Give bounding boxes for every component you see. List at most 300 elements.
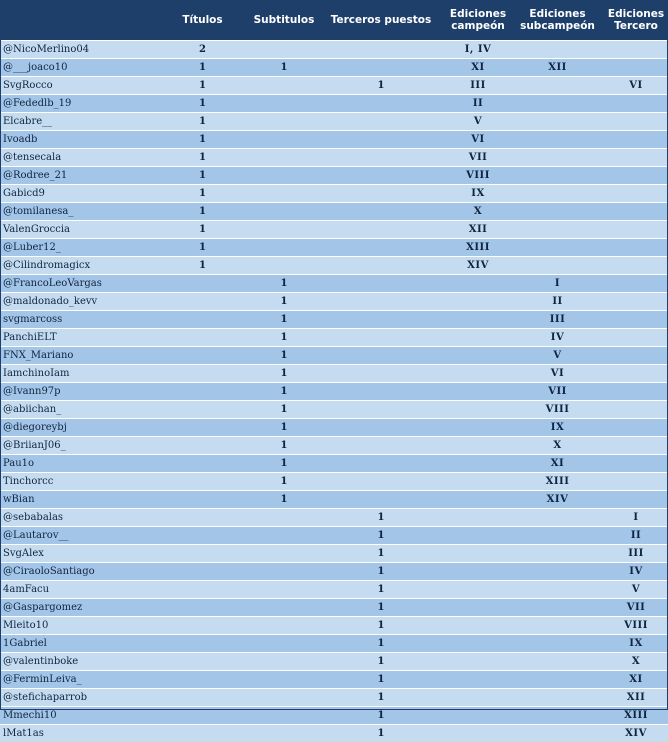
cell-titulos [154,508,251,526]
cell-player-name: @Gaspargomez [0,598,154,616]
cell-ediciones-tercero [604,310,668,328]
cell-subtitulos: 1 [251,364,317,382]
cell-subtitulos [251,238,317,256]
cell-subtitulos [251,94,317,112]
cell-titulos: 1 [154,94,251,112]
cell-terceros-puestos [317,58,445,76]
cell-terceros-puestos [317,382,445,400]
cell-ediciones-campeon: I, IV [445,40,511,58]
cell-player-name: @tomilanesa_ [0,202,154,220]
cell-ediciones-campeon [445,616,511,634]
cell-ediciones-tercero [604,364,668,382]
table-row [0,40,668,58]
cell-ediciones-subcampeon [511,562,604,580]
cell-ediciones-subcampeon [511,76,604,94]
cell-player-name: @BriianJ06_ [0,436,154,454]
cell-terceros-puestos [317,436,445,454]
table-row [0,76,668,94]
cell-ediciones-tercero [604,58,668,76]
cell-ediciones-tercero: III [604,544,668,562]
cell-ediciones-subcampeon [511,238,604,256]
cell-titulos [154,472,251,490]
cell-terceros-puestos [317,328,445,346]
cell-terceros-puestos [317,292,445,310]
cell-player-name: ValenGroccia [0,220,154,238]
cell-ediciones-tercero [604,472,668,490]
cell-ediciones-subcampeon [511,688,604,706]
cell-ediciones-campeon [445,436,511,454]
cell-subtitulos: 1 [251,382,317,400]
cell-ediciones-campeon: X [445,202,511,220]
cell-ediciones-subcampeon [511,652,604,670]
table-row [0,616,668,634]
cell-subtitulos [251,688,317,706]
cell-ediciones-tercero [604,490,668,508]
cell-ediciones-tercero [604,256,668,274]
cell-ediciones-subcampeon [511,112,604,130]
table-row [0,634,668,652]
cell-ediciones-subcampeon [511,256,604,274]
cell-titulos [154,652,251,670]
cell-ediciones-subcampeon: XI [511,454,604,472]
cell-player-name: @Cilindromagicx [0,256,154,274]
cell-titulos [154,364,251,382]
cell-player-name: Elcabre__ [0,112,154,130]
table-row [0,418,668,436]
cell-subtitulos: 1 [251,454,317,472]
cell-subtitulos [251,544,317,562]
cell-subtitulos [251,526,317,544]
cell-ediciones-tercero: VI [604,76,668,94]
cell-subtitulos [251,634,317,652]
cell-ediciones-tercero [604,274,668,292]
cell-ediciones-campeon [445,364,511,382]
table-row [0,364,668,382]
cell-ediciones-campeon: VII [445,148,511,166]
cell-ediciones-subcampeon [511,670,604,688]
table-row [0,382,668,400]
cell-titulos [154,598,251,616]
cell-terceros-puestos: 1 [317,688,445,706]
cell-player-name: PanchiELT [0,328,154,346]
cell-titulos [154,274,251,292]
cell-subtitulos [251,508,317,526]
cell-ediciones-campeon [445,598,511,616]
cell-subtitulos: 1 [251,400,317,418]
cell-titulos: 1 [154,220,251,238]
cell-player-name: @stefichaparrob [0,688,154,706]
cell-subtitulos [251,184,317,202]
cell-player-name: Tinchorcc [0,472,154,490]
cell-terceros-puestos: 1 [317,76,445,94]
cell-subtitulos: 1 [251,274,317,292]
cell-player-name: IamchinoIam [0,364,154,382]
cell-titulos: 1 [154,184,251,202]
cell-titulos: 2 [154,40,251,58]
cell-ediciones-campeon: XIV [445,256,511,274]
cell-player-name: @sebabalas [0,508,154,526]
cell-ediciones-tercero: IX [604,634,668,652]
cell-subtitulos: 1 [251,58,317,76]
column-header-terceros-puestos: Terceros puestos [317,0,445,40]
cell-subtitulos [251,202,317,220]
cell-titulos [154,634,251,652]
cell-player-name: @Rodree_21 [0,166,154,184]
cell-titulos: 1 [154,238,251,256]
cell-subtitulos: 1 [251,292,317,310]
cell-subtitulos: 1 [251,328,317,346]
table-row [0,544,668,562]
cell-titulos [154,346,251,364]
cell-subtitulos [251,724,317,742]
cell-ediciones-subcampeon: I [511,274,604,292]
cell-player-name: @valentinboke [0,652,154,670]
cell-subtitulos [251,562,317,580]
cell-terceros-puestos [317,472,445,490]
cell-titulos [154,580,251,598]
cell-player-name: Pau1o [0,454,154,472]
cell-player-name: @diegoreybj [0,418,154,436]
cell-player-name: @abiichan_ [0,400,154,418]
table-row [0,436,668,454]
column-header-titulos: Títulos [154,0,251,40]
cell-ediciones-tercero [604,94,668,112]
cell-terceros-puestos: 1 [317,526,445,544]
table-row [0,580,668,598]
cell-ediciones-subcampeon [511,508,604,526]
cell-ediciones-tercero [604,112,668,130]
cell-titulos: 1 [154,256,251,274]
table-row [0,256,668,274]
cell-ediciones-tercero [604,418,668,436]
cell-ediciones-campeon: IX [445,184,511,202]
cell-ediciones-campeon [445,508,511,526]
cell-terceros-puestos: 1 [317,580,445,598]
table-row [0,598,668,616]
cell-ediciones-campeon [445,526,511,544]
cell-terceros-puestos [317,148,445,166]
cell-ediciones-tercero [604,166,668,184]
cell-ediciones-tercero: IV [604,562,668,580]
cell-ediciones-subcampeon: IX [511,418,604,436]
cell-ediciones-campeon: III [445,76,511,94]
cell-terceros-puestos [317,202,445,220]
cell-ediciones-campeon [445,706,511,724]
cell-titulos [154,562,251,580]
cell-ediciones-campeon: VI [445,130,511,148]
cell-terceros-puestos [317,220,445,238]
table-row [0,688,668,706]
cell-player-name: Gabicd9 [0,184,154,202]
cell-terceros-puestos [317,274,445,292]
cell-terceros-puestos [317,364,445,382]
cell-ediciones-tercero [604,346,668,364]
cell-ediciones-subcampeon [511,706,604,724]
table-row [0,220,668,238]
cell-titulos [154,382,251,400]
cell-titulos [154,688,251,706]
cell-ediciones-subcampeon: IV [511,328,604,346]
column-header-subtitulos: Subtitulos [251,0,317,40]
cell-terceros-puestos [317,130,445,148]
cell-ediciones-subcampeon [511,616,604,634]
cell-terceros-puestos [317,400,445,418]
cell-ediciones-tercero: VII [604,598,668,616]
table-row [0,310,668,328]
cell-ediciones-tercero [604,382,668,400]
table-row [0,328,668,346]
cell-ediciones-tercero: XI [604,670,668,688]
cell-ediciones-tercero [604,184,668,202]
cell-ediciones-tercero: XIII [604,706,668,724]
cell-player-name: @CiraoloSantiago [0,562,154,580]
cell-ediciones-subcampeon [511,580,604,598]
cell-ediciones-subcampeon: XIII [511,472,604,490]
table-row [0,130,668,148]
cell-player-name: wBian [0,490,154,508]
cell-ediciones-subcampeon [511,40,604,58]
cell-terceros-puestos [317,184,445,202]
cell-ediciones-tercero: X [604,652,668,670]
cell-terceros-puestos: 1 [317,634,445,652]
cell-terceros-puestos: 1 [317,706,445,724]
cell-titulos [154,418,251,436]
cell-ediciones-campeon [445,544,511,562]
cell-ediciones-subcampeon: XII [511,58,604,76]
cell-ediciones-campeon [445,328,511,346]
cell-player-name: @maldonado_kevv [0,292,154,310]
cell-ediciones-tercero: VIII [604,616,668,634]
cell-subtitulos [251,670,317,688]
cell-ediciones-subcampeon [511,544,604,562]
cell-titulos [154,526,251,544]
table-row [0,652,668,670]
table-row [0,562,668,580]
table-row [0,346,668,364]
table-row [0,526,668,544]
cell-subtitulos [251,40,317,58]
cell-subtitulos [251,76,317,94]
cell-player-name: @FerminLeiva_ [0,670,154,688]
cell-terceros-puestos [317,40,445,58]
column-header-ediciones-campeon: Ediciones campeón [445,0,511,40]
cell-terceros-puestos: 1 [317,616,445,634]
cell-player-name: @FrancoLeoVargas [0,274,154,292]
cell-ediciones-tercero [604,400,668,418]
cell-player-name: @NicoMerlino04 [0,40,154,58]
cell-ediciones-subcampeon: VII [511,382,604,400]
cell-ediciones-tercero [604,148,668,166]
cell-terceros-puestos [317,490,445,508]
cell-ediciones-subcampeon [511,148,604,166]
cell-ediciones-subcampeon [511,130,604,148]
cell-titulos [154,454,251,472]
cell-ediciones-campeon [445,634,511,652]
cell-titulos [154,490,251,508]
table-row [0,454,668,472]
cell-terceros-puestos [317,346,445,364]
cell-terceros-puestos: 1 [317,562,445,580]
cell-ediciones-campeon [445,346,511,364]
cell-titulos [154,670,251,688]
column-header-ediciones-subcampeon: Ediciones subcampeón [511,0,604,40]
cell-titulos: 1 [154,76,251,94]
table-body [0,40,668,742]
table-row [0,508,668,526]
table-row [0,148,668,166]
cell-player-name: @tensecala [0,148,154,166]
cell-ediciones-subcampeon: II [511,292,604,310]
cell-titulos [154,706,251,724]
table-row [0,202,668,220]
cell-ediciones-campeon: VIII [445,166,511,184]
cell-player-name: FNX_Mariano [0,346,154,364]
cell-titulos [154,310,251,328]
table-row [0,706,668,724]
cell-ediciones-campeon [445,274,511,292]
cell-ediciones-campeon: XII [445,220,511,238]
table-row [0,670,668,688]
table-row [0,400,668,418]
cell-ediciones-subcampeon [511,724,604,742]
cell-ediciones-subcampeon [511,202,604,220]
column-header-player-name [0,0,154,40]
cell-ediciones-campeon: V [445,112,511,130]
cell-terceros-puestos [317,454,445,472]
table-header [0,0,668,40]
cell-titulos [154,724,251,742]
table-row [0,274,668,292]
cell-titulos [154,400,251,418]
cell-terceros-puestos: 1 [317,652,445,670]
cell-ediciones-tercero [604,292,668,310]
cell-titulos [154,436,251,454]
cell-ediciones-tercero [604,238,668,256]
cell-ediciones-tercero: I [604,508,668,526]
cell-subtitulos: 1 [251,436,317,454]
column-header-ediciones-tercero: Ediciones Tercero [604,0,668,40]
cell-subtitulos [251,652,317,670]
cell-titulos: 1 [154,148,251,166]
cell-ediciones-campeon [445,292,511,310]
cell-titulos: 1 [154,112,251,130]
cell-titulos: 1 [154,58,251,76]
cell-ediciones-subcampeon [511,184,604,202]
cell-ediciones-tercero: V [604,580,668,598]
cell-ediciones-campeon [445,670,511,688]
cell-subtitulos [251,148,317,166]
cell-terceros-puestos: 1 [317,670,445,688]
cell-player-name: @Lautarov__ [0,526,154,544]
cell-subtitulos: 1 [251,418,317,436]
cell-terceros-puestos: 1 [317,724,445,742]
cell-ediciones-campeon: XIII [445,238,511,256]
cell-ediciones-campeon [445,580,511,598]
cell-ediciones-subcampeon [511,166,604,184]
cell-ediciones-campeon [445,400,511,418]
cell-ediciones-subcampeon: X [511,436,604,454]
cell-ediciones-subcampeon: III [511,310,604,328]
cell-terceros-puestos [317,166,445,184]
cell-ediciones-tercero [604,328,668,346]
cell-player-name: SvgAlex [0,544,154,562]
cell-player-name: Mleito10 [0,616,154,634]
cell-ediciones-tercero [604,220,668,238]
cell-titulos [154,328,251,346]
cell-player-name: Ivoadb [0,130,154,148]
cell-player-name: @Luber12_ [0,238,154,256]
table-row [0,490,668,508]
cell-subtitulos [251,112,317,130]
cell-subtitulos: 1 [251,490,317,508]
cell-ediciones-tercero [604,130,668,148]
cell-terceros-puestos: 1 [317,544,445,562]
cell-ediciones-campeon [445,652,511,670]
cell-ediciones-campeon [445,724,511,742]
cell-subtitulos [251,130,317,148]
cell-ediciones-campeon [445,562,511,580]
cell-ediciones-campeon [445,310,511,328]
table-row [0,238,668,256]
cell-titulos: 1 [154,166,251,184]
cell-subtitulos: 1 [251,310,317,328]
cell-ediciones-tercero [604,202,668,220]
cell-ediciones-subcampeon: V [511,346,604,364]
cell-ediciones-tercero: XII [604,688,668,706]
cell-ediciones-tercero: II [604,526,668,544]
table-row [0,472,668,490]
cell-ediciones-subcampeon [511,94,604,112]
cell-ediciones-subcampeon [511,220,604,238]
cell-ediciones-subcampeon [511,598,604,616]
cell-ediciones-campeon: II [445,94,511,112]
cell-titulos [154,544,251,562]
cell-ediciones-campeon [445,688,511,706]
cell-ediciones-campeon [445,490,511,508]
cell-player-name: @Ivann97p [0,382,154,400]
cell-subtitulos: 1 [251,472,317,490]
cell-ediciones-campeon [445,472,511,490]
cell-player-name: SvgRocco [0,76,154,94]
header-row [0,0,668,40]
table-row [0,112,668,130]
cell-terceros-puestos [317,94,445,112]
cell-ediciones-campeon: XI [445,58,511,76]
cell-ediciones-subcampeon: VI [511,364,604,382]
cell-ediciones-campeon [445,382,511,400]
table-row [0,166,668,184]
cell-subtitulos [251,616,317,634]
cell-subtitulos [251,706,317,724]
table-row [0,724,668,742]
cell-player-name: lMat1as [0,724,154,742]
cell-subtitulos: 1 [251,346,317,364]
cell-titulos [154,616,251,634]
cell-subtitulos [251,256,317,274]
cell-ediciones-subcampeon [511,526,604,544]
cell-ediciones-tercero [604,436,668,454]
table-row [0,184,668,202]
cell-subtitulos [251,220,317,238]
table-row [0,58,668,76]
cell-terceros-puestos [317,238,445,256]
cell-ediciones-campeon [445,418,511,436]
cell-player-name: Mmechi10 [0,706,154,724]
cell-titulos: 1 [154,130,251,148]
cell-ediciones-tercero [604,454,668,472]
cell-subtitulos [251,598,317,616]
cell-ediciones-subcampeon [511,634,604,652]
